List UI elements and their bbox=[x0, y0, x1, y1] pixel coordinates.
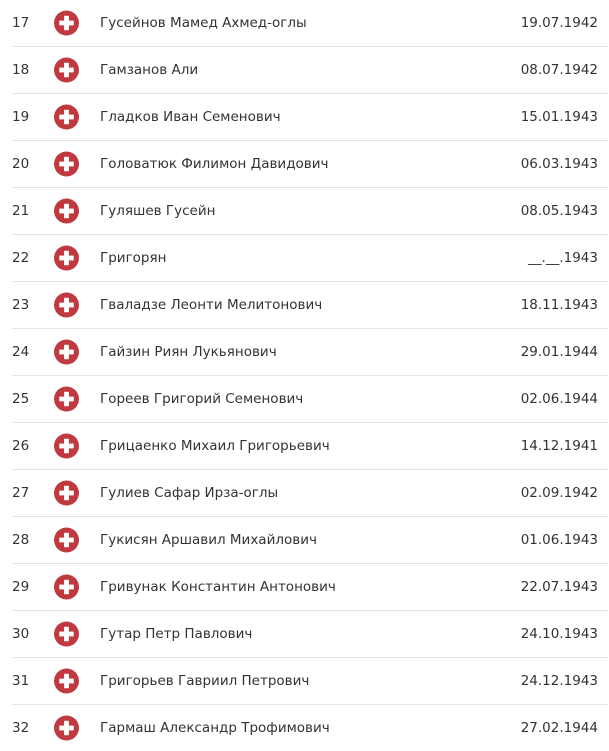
red-cross-icon[interactable] bbox=[54, 387, 79, 412]
row-number: 22 bbox=[12, 250, 30, 266]
death-date: 02.06.1944 bbox=[520, 391, 598, 407]
red-cross-icon[interactable] bbox=[54, 622, 79, 647]
death-date: 08.07.1942 bbox=[520, 62, 598, 78]
row-number: 24 bbox=[12, 344, 30, 360]
red-cross-icon[interactable] bbox=[54, 105, 79, 130]
red-cross-icon[interactable] bbox=[54, 199, 79, 224]
row-number: 20 bbox=[12, 156, 30, 172]
row-number: 30 bbox=[12, 626, 30, 642]
death-date: 02.09.1942 bbox=[520, 485, 598, 501]
death-date: 15.01.1943 bbox=[520, 109, 598, 125]
death-date: 29.01.1944 bbox=[520, 344, 598, 360]
list-item[interactable] bbox=[12, 517, 608, 564]
red-cross-icon[interactable] bbox=[54, 246, 79, 271]
death-date: 24.10.1943 bbox=[520, 626, 598, 642]
list-item[interactable] bbox=[12, 94, 608, 141]
red-cross-icon[interactable] bbox=[54, 11, 79, 36]
death-date: 24.12.1943 bbox=[520, 673, 598, 689]
person-name: Головатюк Филимон Давидович bbox=[100, 156, 329, 172]
person-name: Гривунак Константин Антонович bbox=[100, 579, 336, 595]
person-name: Гваладзе Леонти Мелитонович bbox=[100, 297, 323, 313]
death-date: 06.03.1943 bbox=[520, 156, 598, 172]
red-cross-icon[interactable] bbox=[54, 528, 79, 553]
person-name: Гулиев Сафар Ирза-оглы bbox=[100, 485, 279, 501]
red-cross-icon[interactable] bbox=[54, 293, 79, 318]
list-item[interactable] bbox=[12, 376, 608, 423]
person-name: Гайзин Риян Лукьянович bbox=[100, 344, 277, 360]
person-name: Гладков Иван Семенович bbox=[100, 109, 281, 125]
list-item[interactable] bbox=[12, 611, 608, 658]
death-date: 14.12.1941 bbox=[520, 438, 598, 454]
person-name: Гутар Петр Павлович bbox=[100, 626, 253, 642]
death-date: 19.07.1942 bbox=[520, 15, 598, 31]
red-cross-icon[interactable] bbox=[54, 669, 79, 694]
death-date: 01.06.1943 bbox=[520, 532, 598, 548]
person-name: Гусейнов Мамед Ахмед-оглы bbox=[100, 15, 307, 31]
person-name: Гукисян Аршавил Михайлович bbox=[100, 532, 317, 548]
list-item[interactable] bbox=[12, 188, 608, 235]
death-date: __.__.1943 bbox=[528, 250, 598, 266]
row-number: 29 bbox=[12, 579, 30, 595]
row-number: 19 bbox=[12, 109, 30, 125]
person-name: Гамзанов Али bbox=[100, 62, 199, 78]
list-item[interactable] bbox=[12, 282, 608, 329]
red-cross-icon[interactable] bbox=[54, 152, 79, 177]
memorial-list bbox=[12, 0, 608, 751]
list-item[interactable] bbox=[12, 235, 608, 282]
row-number: 31 bbox=[12, 673, 30, 689]
person-name: Гуляшев Гусейн bbox=[100, 203, 216, 219]
death-date: 27.02.1944 bbox=[520, 720, 598, 736]
death-date: 22.07.1943 bbox=[520, 579, 598, 595]
list-item[interactable] bbox=[12, 705, 608, 751]
row-number: 27 bbox=[12, 485, 30, 501]
row-number: 23 bbox=[12, 297, 30, 313]
person-name: Григорян bbox=[100, 250, 167, 266]
person-name: Гармаш Александр Трофимович bbox=[100, 720, 330, 736]
person-name: Гореев Григорий Семенович bbox=[100, 391, 304, 407]
row-number: 21 bbox=[12, 203, 30, 219]
list-item[interactable] bbox=[12, 658, 608, 705]
person-name: Грицаенко Михаил Григорьевич bbox=[100, 438, 330, 454]
death-date: 18.11.1943 bbox=[520, 297, 598, 313]
list-item[interactable] bbox=[12, 47, 608, 94]
list-item[interactable] bbox=[12, 423, 608, 470]
row-number: 17 bbox=[12, 15, 30, 31]
list-item[interactable] bbox=[12, 329, 608, 376]
death-date: 08.05.1943 bbox=[520, 203, 598, 219]
red-cross-icon[interactable] bbox=[54, 58, 79, 83]
red-cross-icon[interactable] bbox=[54, 575, 79, 600]
list-item[interactable] bbox=[12, 470, 608, 517]
red-cross-icon[interactable] bbox=[54, 340, 79, 365]
red-cross-icon[interactable] bbox=[54, 481, 79, 506]
row-number: 18 bbox=[12, 62, 30, 78]
row-number: 28 bbox=[12, 532, 30, 548]
row-number: 26 bbox=[12, 438, 30, 454]
list-item[interactable] bbox=[12, 0, 608, 47]
person-name: Григорьев Гавриил Петрович bbox=[100, 673, 310, 689]
list-item[interactable] bbox=[12, 141, 608, 188]
row-number: 32 bbox=[12, 720, 30, 736]
red-cross-icon[interactable] bbox=[54, 434, 79, 459]
red-cross-icon[interactable] bbox=[54, 716, 79, 741]
row-number: 25 bbox=[12, 391, 30, 407]
list-item[interactable] bbox=[12, 564, 608, 611]
